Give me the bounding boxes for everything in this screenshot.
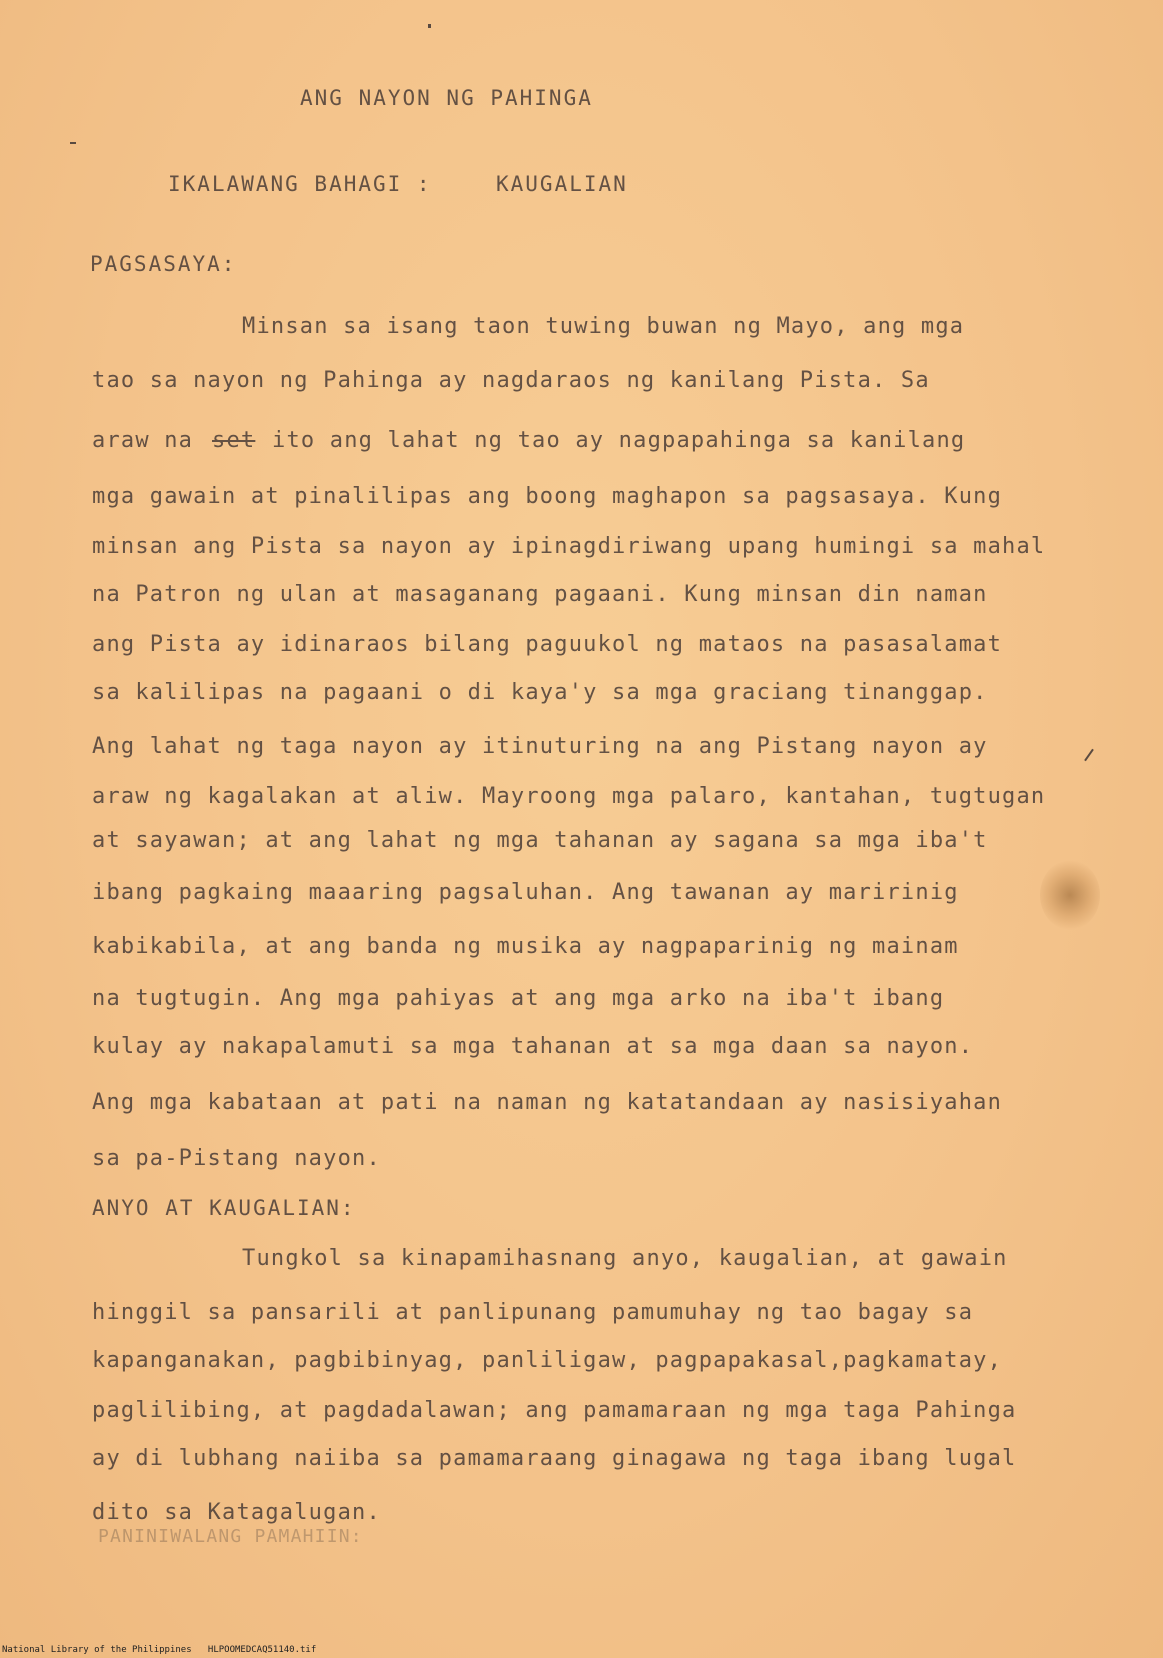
paragraph-line: dito sa Katagalugan.	[92, 1500, 381, 1525]
stain	[1040, 860, 1100, 930]
paragraph-line: tao sa nayon ng Pahinga ay nagdaraos ng kanilang Pista. Sa	[92, 368, 930, 393]
paragraph-line: sa pa-Pistang nayon.	[92, 1146, 381, 1171]
paragraph-line: kabikabila, at ang banda ng musika ay nagpaparinig ng mainam	[92, 934, 959, 959]
paragraph-line: kulay ay nakapalamuti sa mga tahanan at sa mga daan sa nayon.	[92, 1034, 974, 1059]
section-label: IKALAWANG BAHAGI :	[168, 172, 432, 196]
paragraph-line: minsan ang Pista sa nayon ay ipinagdiriwang upang humingi sa mahal	[92, 534, 1046, 559]
paragraph-line: na tugtugin. Ang mga pahiyas at ang mga arko na iba't ibang	[92, 986, 945, 1011]
document-title: ANG NAYON NG PAHINGA	[300, 86, 593, 110]
paragraph-line: araw ng kagalakan at aliw. Mayroong mga palaro, kantahan, tugtugan	[92, 784, 1046, 809]
paragraph-line: Minsan sa isang taon tuwing buwan ng Mayo, ang mga	[242, 314, 965, 339]
paragraph-line: ang Pista ay idinaraos bilang paguukol ng mataos na pasasalamat	[92, 632, 1003, 657]
paragraph-line: mga gawain at pinalilipas ang boong maghapon sa pagsasaya. Kung	[92, 484, 1003, 509]
paragraph-line: Tungkol sa kinapamihasnang anyo, kaugalian, at gawain	[242, 1246, 1008, 1271]
paragraph-line: at sayawan; at ang lahat ng mga tahanan ay sagana sa mga iba't	[92, 828, 988, 853]
section-topic: KAUGALIAN	[496, 172, 628, 196]
paragraph-line: paglilibing, at pagdadalawan; ang pamamaraan ng mga taga Pahinga	[92, 1398, 1017, 1423]
paragraph-line: na Patron ng ulan at masaganang pagaani. Kung minsan din naman	[92, 582, 988, 607]
heading-anyo-at-kaugalian: ANYO AT KAUGALIAN:	[92, 1196, 356, 1220]
archive-footer: National Library of the Philippines HLPOOMEDCAQ51140.tif	[2, 1645, 317, 1655]
paragraph-line: hinggil sa pansarili at panlipunang pamumuhay ng tao bagay sa	[92, 1300, 974, 1325]
paragraph-line: araw na	[92, 428, 194, 453]
paragraph-line: Ang mga kabataan at pati na naman ng katatandaan ay nasisiyahan	[92, 1090, 1003, 1115]
paragraph-line: kapanganakan, pagbibinyag, panliligaw, pagpapakasal,pagkamatay,	[92, 1348, 1003, 1373]
paragraph-line: ibang pagkaing maaaring pagsaluhan. Ang tawanan ay maririnig	[92, 880, 959, 905]
ink-mark	[428, 24, 431, 28]
paragraph-line: ay di lubhang naiiba sa pamamaraang ginagawa ng taga ibang lugal	[92, 1446, 1017, 1471]
heading-pagsasaya: PAGSASAYA:	[90, 252, 237, 276]
paragraph-line: sa kalilipas na pagaani o di kaya'y sa mga graciang tinanggap.	[92, 680, 988, 705]
paragraph-line: ito ang lahat ng tao ay nagpapahinga sa kanilang	[272, 428, 966, 453]
ink-mark	[1084, 749, 1094, 762]
paragraph-line: Ang lahat ng taga nayon ay itinuturing na ang Pistang nayon ay	[92, 734, 988, 759]
ink-mark	[70, 142, 76, 144]
bleed-through-text: PANINIWALANG PAMAHIIN:	[98, 1526, 363, 1547]
struck-word: set	[212, 428, 256, 453]
